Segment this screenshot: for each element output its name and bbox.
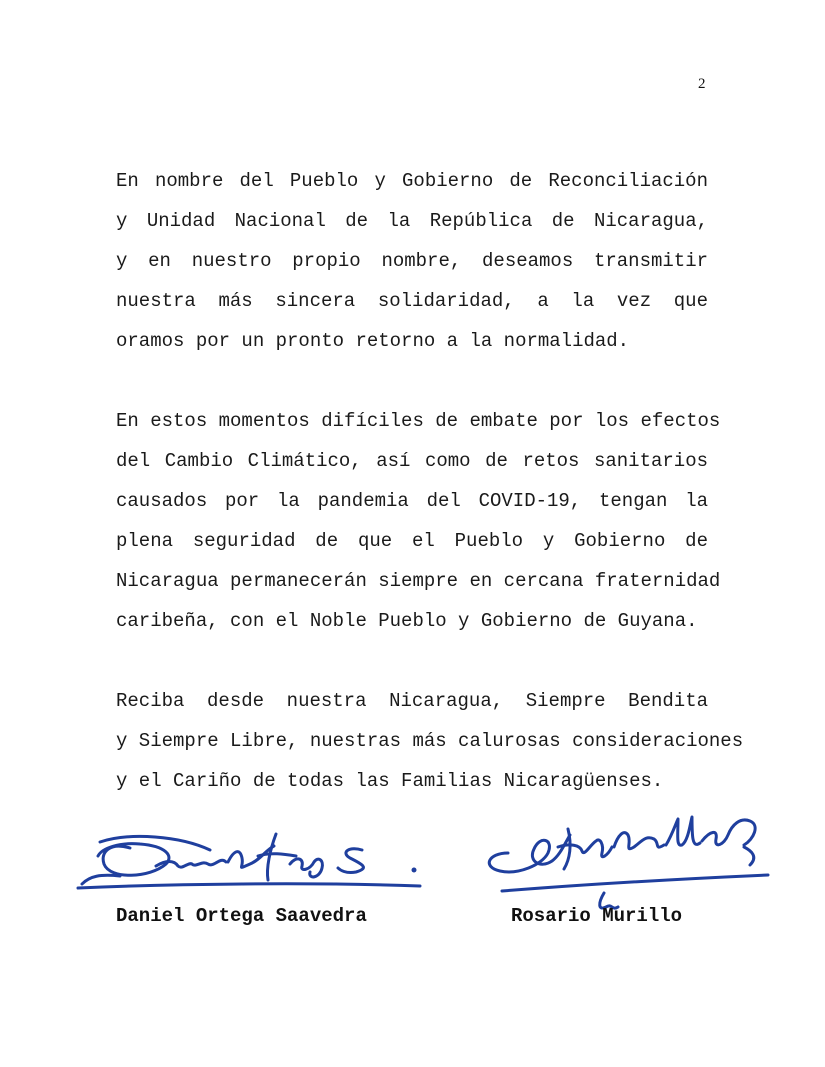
signature-ortega (70, 820, 430, 900)
signatory-name-murillo: Rosario Murillo (511, 905, 683, 927)
text-line: y en nuestro propio nombre, deseamos transmitir (116, 250, 708, 272)
text-line: y Siempre Libre, nuestras más calurosas consideraciones (116, 730, 744, 752)
text-line: Nicaragua permanecerán siempre en cercana fraternidad (116, 570, 721, 592)
paragraph-2 (116, 401, 721, 641)
text-line: y Unidad Nacional de la República de Nicaragua, (116, 210, 708, 232)
text-line: del Cambio Climático, así como de retos sanitarios (116, 450, 708, 472)
text-line: Reciba desde nuestra Nicaragua, Siempre Bendita (116, 690, 708, 712)
text-line: nuestra más sincera solidaridad, a la vez que (116, 290, 708, 312)
paragraph-1 (116, 161, 708, 361)
text-line: En estos momentos difíciles de embate por los efectos (116, 410, 721, 432)
text-line: plena seguridad de que el Pueblo y Gobierno de (116, 530, 708, 552)
text-line: causados por la pandemia del COVID-19, tengan la (116, 490, 708, 512)
letter-body (116, 161, 744, 801)
text-line: y el Cariño de todas las Familias Nicaragüenses. (116, 770, 664, 792)
signature-murillo (478, 795, 778, 920)
page-number: 2 (698, 76, 706, 92)
text-line: En nombre del Pueblo y Gobierno de Reconciliación (116, 170, 708, 192)
text-line: caribeña, con el Noble Pueblo y Gobierno de Guyana. (116, 610, 698, 632)
text-line: oramos por un pronto retorno a la normalidad. (116, 330, 630, 352)
signatory-name-ortega: Daniel Ortega Saavedra (116, 905, 367, 927)
paragraph-3 (116, 681, 744, 801)
